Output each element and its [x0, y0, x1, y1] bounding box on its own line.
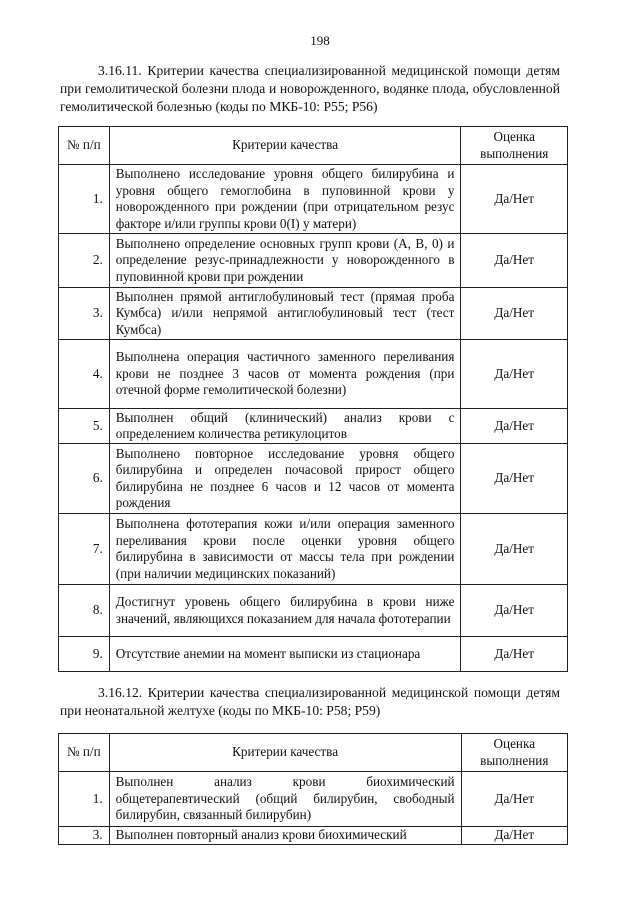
- row-evaluation: Да/Нет: [461, 409, 568, 444]
- table-row: [59, 444, 568, 514]
- row-num: 7.: [59, 514, 110, 585]
- row-evaluation: Да/Нет: [461, 637, 568, 672]
- row-criteria: Выполнена операция частичного заменного переливания крови не позднее 3 часов от момента рождения (при отечной форме гемолитической болезни): [109, 340, 461, 409]
- table-row: [59, 827, 568, 845]
- table-row: [59, 514, 568, 585]
- section-title-3-16-12: 3.16.12. Критерии качества специализированной медицинской помощи детям при неонатальной желтухе (коды по МКБ-10: P58; P59): [60, 685, 560, 718]
- row-num: 6.: [59, 444, 110, 514]
- row-evaluation: Да/Нет: [461, 772, 567, 827]
- row-criteria: Выполнено определение основных групп крови (A, B, 0) и определение резус-принадлежности у новорожденного в пуповинной крови при рождении: [109, 234, 461, 288]
- row-num: 2.: [59, 234, 110, 288]
- table-row: [59, 288, 568, 340]
- row-criteria: Выполнен общий (клинический) анализ крови с определением количества ретикулоцитов: [109, 409, 461, 444]
- row-num: 4.: [59, 340, 110, 409]
- row-num: 5.: [59, 409, 110, 444]
- row-evaluation: Да/Нет: [461, 444, 568, 514]
- row-criteria: Отсутствие анемии на момент выписки из стационара: [109, 637, 461, 672]
- row-num: 1.: [59, 772, 110, 827]
- page-number: 198: [310, 33, 330, 48]
- row-evaluation: Да/Нет: [461, 514, 568, 585]
- header-evaluation: Оценка выполнения: [461, 127, 568, 165]
- row-num: 3.: [59, 827, 110, 845]
- header-num: № п/п: [59, 127, 110, 165]
- row-num: 1.: [59, 165, 110, 234]
- row-evaluation: Да/Нет: [461, 340, 568, 409]
- row-num: 3.: [59, 288, 110, 340]
- row-evaluation: Да/Нет: [461, 234, 568, 288]
- row-criteria: Выполнен анализ крови биохимический общетерапевтический (общий билирубин, свободный билирубин, связанный билирубин): [109, 772, 461, 827]
- table-header-row: [59, 734, 568, 772]
- table-row: [59, 585, 568, 637]
- table-row: [59, 340, 568, 409]
- table-row: [59, 772, 568, 827]
- section-title-3-16-11: 3.16.11. Критерии качества специализированной медицинской помощи детям при гемолитической болезни плода и новорожденного, водянке плода, обусловленной гемолитической болезнью (коды по МКБ-10: P55; P56): [60, 63, 560, 114]
- table-row: [59, 409, 568, 444]
- table-row: [59, 234, 568, 288]
- row-evaluation: Да/Нет: [461, 288, 568, 340]
- table-row: [59, 637, 568, 672]
- row-criteria: Выполнена фототерапия кожи и/или операция заменного переливания крови после оценки уровня общего билирубина в зависимости от массы тела при рождении (при наличии медицинских показаний): [109, 514, 461, 585]
- table-header-row: [59, 127, 568, 165]
- criteria-table-3-16-12: [58, 733, 568, 845]
- row-evaluation: Да/Нет: [461, 827, 567, 845]
- row-criteria: Выполнено повторное исследование уровня общего билирубина и определен почасовой прирост общего билирубина не позднее 6 часов и 12 часов от момента рождения: [109, 444, 461, 514]
- header-criteria: Критерии качества: [109, 127, 461, 165]
- criteria-table-3-16-11: [58, 126, 568, 672]
- table-row: [59, 165, 568, 234]
- header-criteria: Критерии качества: [109, 734, 461, 772]
- row-num: 9.: [59, 637, 110, 672]
- row-num: 8.: [59, 585, 110, 637]
- row-evaluation: Да/Нет: [461, 585, 568, 637]
- row-criteria: Выполнено исследование уровня общего билирубина и уровня общего гемоглобина в пуповинной крови у новорожденного при рождении (при отрицательном резус факторе и/или группы крови 0(I) у матери): [109, 165, 461, 234]
- header-evaluation: Оценка выполнения: [461, 734, 567, 772]
- row-criteria: Достигнут уровень общего билирубина в крови ниже значений, являющихся показанием для начала фототерапии: [109, 585, 461, 637]
- row-criteria: Выполнен прямой антиглобулиновый тест (прямая проба Кумбса) и/или непрямой антиглобулиновый тест (тест Кумбса): [109, 288, 461, 340]
- header-num: № п/п: [59, 734, 110, 772]
- row-criteria: Выполнен повторный анализ крови биохимический: [109, 827, 461, 845]
- row-evaluation: Да/Нет: [461, 165, 568, 234]
